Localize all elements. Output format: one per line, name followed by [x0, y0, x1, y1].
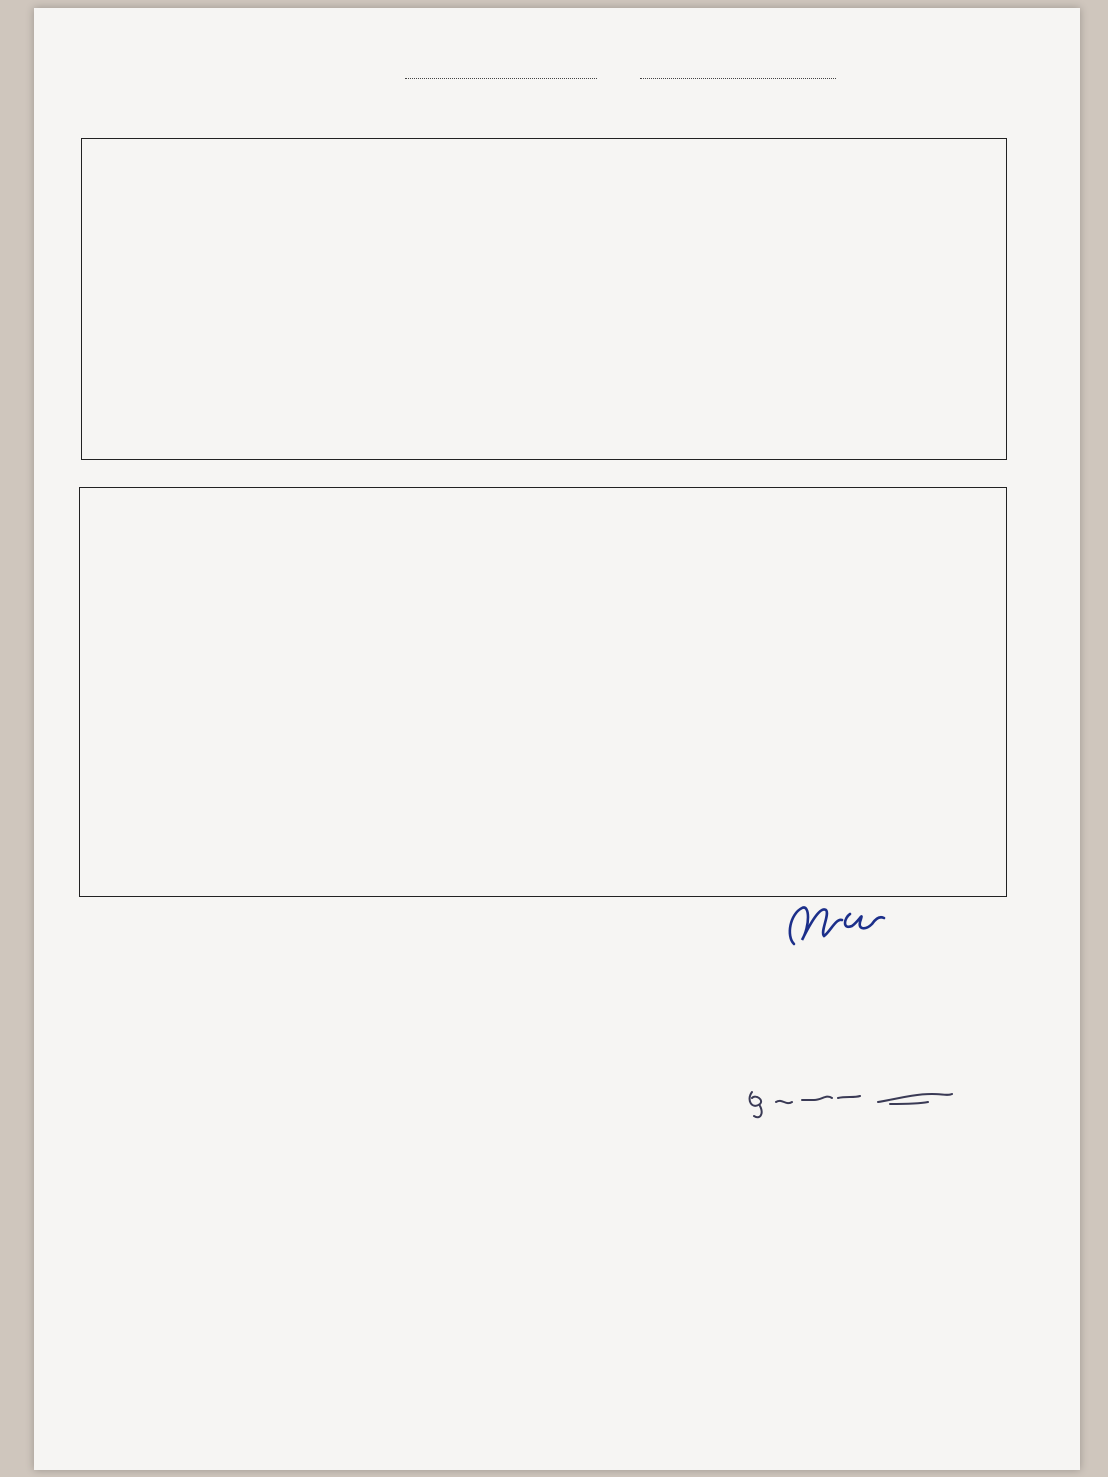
registrar-signature [780, 896, 890, 956]
number-line [640, 78, 836, 79]
set-line [405, 78, 597, 79]
activities-table [81, 138, 1007, 460]
director-signature [742, 1084, 962, 1124]
summary-subjects-frame [79, 487, 1007, 897]
